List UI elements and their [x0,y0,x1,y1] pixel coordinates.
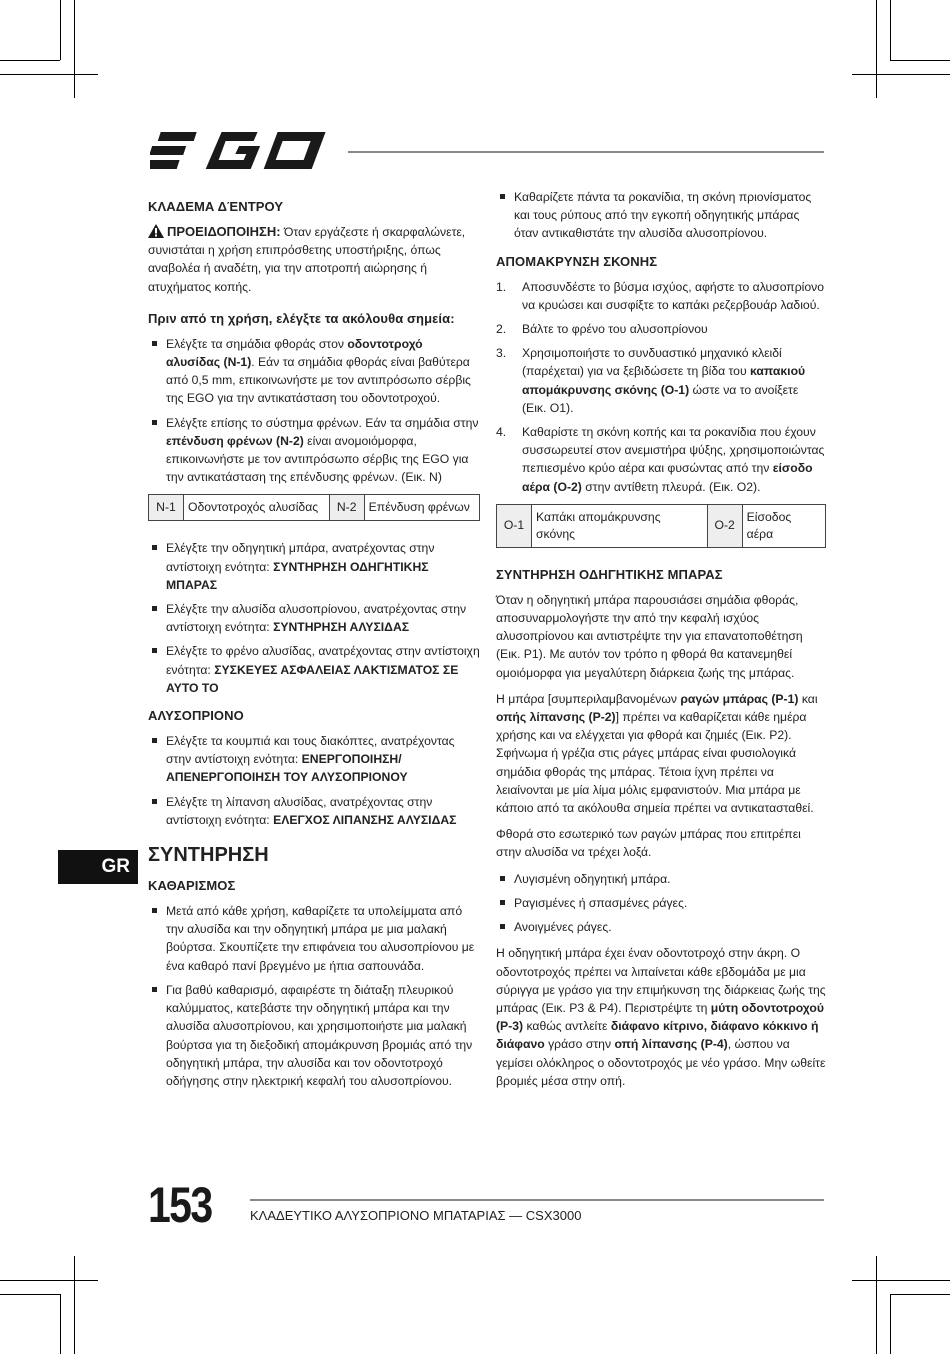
legend-key: N-2 [329,495,364,521]
text: Ελέγξτε επίσης το σύστημα φρένων. Εάν τα σημάδια στην [166,415,479,430]
list-item [148,539,480,594]
text: Αποσυνδέστε το βύσμα ισχύος, αφήστε το αλυσοπρίονο να κρυώσει και συσφίξτε το καπάκι ρεζερβουάρ λαδιού. [522,279,824,312]
bold-text: ΕΝΕΡΓΟΠΟΙΗΣΗ/ ΑΠΕΝΕΡΓΟΠΟΙΗΣΗ ΤΟΥ ΑΛΥΣΟΠΡΙΟΝΟΥ [166,752,408,785]
step-item [496,278,826,314]
bold-text: μύτη οδοντοτροχού (P-3) [496,1000,824,1034]
left-column [148,188,480,1098]
step-number: 3. [496,346,507,361]
warning-text: Όταν εργάζεστε ή σκαρφαλώνετε, συνιστάται η χρήση επιπρόσθετης υποστήριξης, όπως αναβολέα ή αναδέτη, για την αποτροπή αιώρησης ή ατυχήματος κοπής. [148,225,466,294]
warning-icon [148,224,164,238]
legend-value: Οδοντοτροχός αλυσίδας [184,495,330,521]
list-item [148,600,480,636]
text: Η μπάρα [συμπεριλαμβανομένων [496,691,681,706]
bold-text: ΣΥΝΤΗΡΗΣΗ ΑΛΥΣΙΔΑΣ [273,620,410,635]
list-item: Ανοιγμένες ράγες. [496,918,826,936]
list-item [148,642,480,697]
cleaning-heading: ΚΑΘΑΡΙΣΜΟΣ [148,878,236,894]
legend-table-n [148,494,480,521]
warning-label: ΠΡΟΕΙΔΟΠΟΙΗΣΗ: [167,224,281,239]
list-item [148,793,480,829]
crop-mark [876,0,877,98]
crop-mark [0,74,98,75]
page-number: 153 [148,1177,212,1233]
crop-mark [890,0,891,60]
paragraph [496,690,826,817]
crop-mark [0,1280,98,1281]
right-column [496,188,826,1098]
text: Βάλτε το φρένο του αλυσοπρίονου [522,322,708,337]
text: Χρησιμοποιήστε το συνδυαστικό μηχανικό κλειδί (παρέχεται) για να ξεβιδώσετε τη βίδα του [522,346,782,379]
crop-mark [890,60,950,61]
language-tab: GR [58,850,138,884]
bold-text: διάφανο κίτρινο, διάφανο κόκκινο ή διάφανο [496,1019,819,1052]
cleaning-list-continued [496,188,826,243]
text: είναι ανομοιόμορφα, επικοινωνήστε με τον αντιπρόσωπο σέρβις της EGO για την αντικατάσταση της επένδυσης φρένων. (Εικ. N) [166,433,469,485]
legend-key: N-1 [149,495,184,521]
list-item: Για βαθύ καθαρισμό, αφαιρέστε τη διάταξη πλευρικού καλύμματος, κατεβάστε την οδηγητική μπάρα και την αλυσίδα αλυσοπρίονου, και χρησιμοποιήστε μια μαλακή βούρτσα για τη διεξοδική απομάκρυνση βρομιάς από την οδηγητική μπάρα, την αλυσίδα και τον οδοντοτροχό οδήγησης στην ηλεκτρική κεφαλή του αλυσοπρίονου. [148,981,480,1090]
dust-steps-list [496,278,826,496]
bold-text: ΣΥΣΚΕΥΕΣ ΑΣΦΑΛΕΙΑΣ ΛΑΚΤΙΣΜΑΤΟΣ ΣΕ ΑΥΤΟ ΤΟ [166,662,459,695]
text: Ελέγξτε την αλυσίδα αλυσοπρίονου, ανατρέχοντας στην αντίστοιχη ενότητα: [166,602,467,635]
legend-key: O-1 [497,504,532,547]
bold-text: ΕΛΕΓΧΟΣ ΛΙΠΑΝΣΗΣ ΑΛΥΣΙΔΑΣ [273,812,457,827]
footer-title: ΚΛΑΔΕΥΤΙΚΟ ΑΛΥΣΟΠΡΙΟΝΟ ΜΠΑΤΑΡΙΑΣ — CSX3000 [250,1208,582,1223]
warning-paragraph [148,223,480,296]
text: ώστε να το ανοίξετε (Εικ. O1). [522,382,799,415]
chainsaw-list [148,732,480,829]
bold-text: καπακιού απομάκρυνσης σκόνης (O-1) [522,364,806,397]
list-item: Μετά από κάθε χρήση, καθαρίζετε τα υπολείμματα από την αλυσίδα και την οδηγητική μπάρα με μια μαλακή βούρτσα. Σκουπίζετε την επιφάνεια του αλυσοπρίονου με ένα καθαρό πανί βρεγμένο με ήπια σαπουνάδα. [148,902,480,975]
paragraph: Φθορά στο εσωτερικό των ραγών μπάρας που επιτρέπει στην αλυσίδα να τρέχει λοξά. [496,827,801,860]
text: Ελέγξτε το φρένο αλυσίδας, ανατρέχοντας στην αντίστοιχη ενότητα: [166,644,480,677]
crop-mark [852,1280,950,1281]
text: ] πρέπει να καθαρίζεται κάθε ημέρα χρήσης και να ελέγχεται για φθορά και ζημιές (Εικ. P2). Σφήνωμα ή γρέζια στις ράγες μπάρας είναι φυσιολογικά σημάδια φθοράς της μπάρας. Τέτοια ίχνη πρέπει να λειαίνονται με μία λίμα μόλις εμφανιστούν. Μια μπάρα με κάποιο από τα ακόλουθα σημεία πρέπει να αντικατασταθεί. [496,710,814,816]
list-item: Λυγισμένη οδηγητική μπάρα. [496,870,826,888]
crop-mark [74,0,75,98]
list-item: Ραγισμένες ή σπασμένες ράγες. [496,894,826,912]
text: Ελέγξτε την οδηγητική μπάρα, ανατρέχοντας στην αντίστοιχη ενότητα: [166,541,435,574]
list-item [148,335,480,408]
legend-value: Είσοδος αέρα [742,504,825,547]
bold-text: ΣΥΝΤΗΡΗΣΗ ΟΔΗΓΗΤΙΚΗΣ ΜΠΑΡΑΣ [166,559,429,592]
paragraph [496,944,826,1090]
section-heading-tree-cut: ΚΛΑΔΕΜΑ ΔΈΝΤΡΟΥ [148,199,284,214]
crop-mark [0,60,60,61]
text: Ελέγξτε τη λίπανση αλυσίδας, ανατρέχοντας στην αντίστοιχη ενότητα: [166,794,433,827]
crop-mark [852,74,950,75]
cleaning-list [148,902,480,1090]
step-number: 1. [496,279,507,294]
step-item [496,344,826,417]
crop-mark [0,1294,60,1295]
list-item [148,732,480,787]
text: . Εάν τα σημάδια φθοράς είναι βαθύτερα από 0,5 mm, επικοινωνήστε με τον αντιπρόσωπο σέρβις της EGO για την αντικατάσταση του οδοντοτροχού. [166,355,471,406]
crop-mark [74,1256,75,1354]
list-item [148,414,480,487]
text: γράσο στην [544,1037,615,1052]
footer-rule [250,1199,824,1201]
text: Ελέγξτε τα κουμπιά και τους διακόπτες, ανατρέχοντας στην αντίστοιχη ενότητα: [166,734,455,767]
chainsaw-heading: ΑΛΥΣΟΠΡΙΟΝΟ [148,708,244,724]
ego-logo [150,128,330,174]
bold-text: ραγών μπάρας (P-1) [680,691,799,706]
bold-text: επένδυση φρένων (N-2) [166,433,304,448]
step-item [496,320,826,338]
list-item: Καθαρίζετε πάντα τα ροκανίδια, τη σκόνη πριονίσματος και τους ρύπους από την εγκοπή οδηγητικής μπάρας όταν αντικαθιστάτε την αλυσίδα αλυσοπρίονου. [496,188,826,243]
maintenance-heading: ΣΥΝΤΗΡΗΣΗ [148,844,269,867]
legend-value: Καπάκι απομάκρυνσης σκόνης [532,504,708,547]
text: στην αντίθετη πλευρά. (Εικ. O2). [581,479,761,494]
dust-removal-heading: ΑΠΟΜΑΚΡΥΝΣΗ ΣΚΟΝΗΣ [496,253,658,269]
step-number: 2. [496,322,507,337]
wear-list [496,870,826,937]
legend-value: Επένδυση φρένων [364,495,479,521]
step-item [496,423,826,496]
before-use-list [148,335,480,487]
legend-key: O-2 [707,504,742,547]
crop-mark [60,0,61,60]
text: Καθαρίστε τη σκόνη κοπής και τα ροκανίδια που έχουν συσσωρευτεί στον ανεμιστήρα ψύξης, χρησιμοποιώντας πεπιεσμένο κρύο αέρα και φυσώντας από την [522,425,825,476]
crop-mark [876,1256,877,1354]
step-number: 4. [496,425,507,440]
bold-text: οδοντοτροχό αλυσίδας (N-1) [166,336,423,370]
crop-mark [890,1294,891,1354]
text: Ελέγξτε τα σημάδια φθοράς στον [166,336,348,351]
bold-text: οπής λίπανσης (P-2) [496,710,616,725]
text: και [798,691,818,706]
check-list [148,539,480,697]
text: , ώσπου να γεμίσει ολόκληρος ο οδοντοτροχός με νέο γράσο. Μην ωθείτε βρομιές μέσα στην οπή. [496,1037,826,1088]
crop-mark [890,1294,950,1295]
bold-text: οπή λίπανσης (P-4) [614,1037,728,1052]
header-rule [348,151,824,153]
text: καθώς αντλείτε [523,1019,611,1034]
bar-maintenance-heading: ΣΥΝΤΗΡΗΣΗ ΟΔΗΓΗΤΙΚΗΣ ΜΠΑΡΑΣ [496,566,723,582]
text: Η οδηγητική μπάρα έχει έναν οδοντοτροχό στην άκρη. Ο οδοντοτροχός πρέπει να λιπαίνεται κάθε εβδομάδα με μια σύριγγα με γράσο για την επιμήκυνση της διάρκειας ζωής της μπάρας (Εικ. P3 & P4). Περιστρέψτε τη [496,946,826,1015]
crop-mark [60,1294,61,1354]
bold-text: είσοδο αέρα (O-2) [522,461,813,494]
paragraph: Όταν η οδηγητική μπάρα παρουσιάσει σημάδια φθοράς, αποσυναρμολογήστε την από την κεφαλή ισχύος αλυσοπρίονου και αντιστρέψτε την για επανατοποθέτηση (Εικ. P1). Με αυτόν τον τρόπο η φθορά θα κατανεμηθεί ομοιόμορφα για μεγαλύτερη διάρκεια ζωής της μπάρας. [496,592,803,680]
legend-table-o [496,504,826,548]
before-use-heading: Πριν από τη χρήση, ελέγξτε τα ακόλουθα σημεία: [148,310,455,326]
